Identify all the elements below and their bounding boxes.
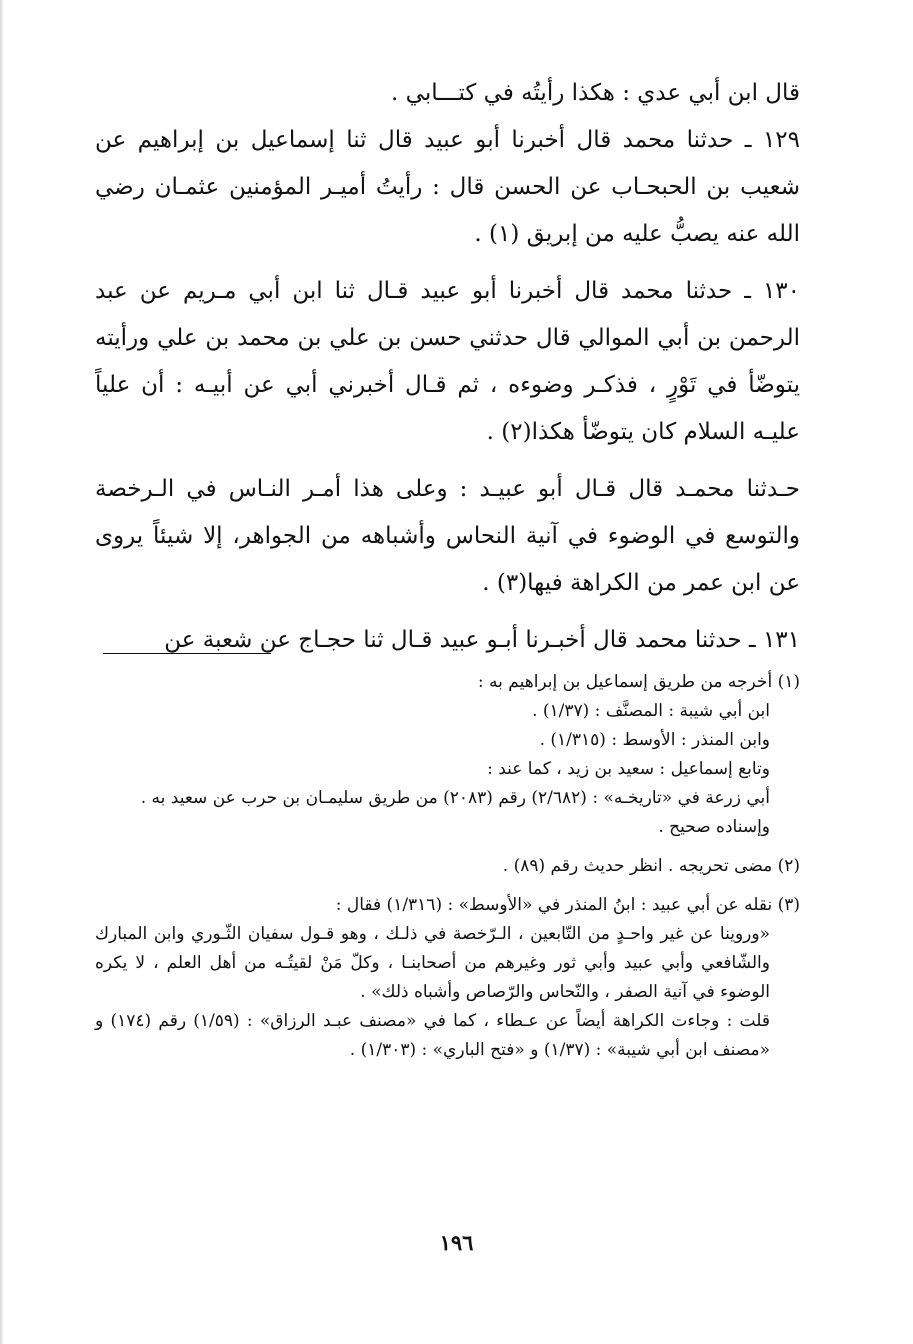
footnote-1-line: وابن المنذر : الأوسط : (١/٣١٥) . — [539, 730, 770, 750]
footnote-divider — [103, 653, 271, 654]
footnote-1-line: أبي زرعة في «تاريخـه» : (٢/٦٨٢) رقم (٢٠٨٣) من طريق سليمـان بن حرب عن سعيد به . — [140, 788, 770, 808]
scan-edge-shadow — [0, 0, 4, 1344]
hadith-131: ١٣١ ـ حدثنا محمد قال أخبـرنا أبـو عبيد قـال ثنا حجـاج عن شعبة عن — [164, 627, 800, 653]
hadith-130: ١٣٠ ـ حدثنا محمد قال أخبرنا أبو عبيد قـال ثنا ابن أبي مـريم عن عبد الرحمن بن أبي الموالي قال حدثني حسن بن علي بن محمد بن علي ورأيته يتوضّأ في تَوْرٍ ، فذكـر وضوءه ، ثم قـال أخبرني أبي عن أبيـه : أن علياً عليـه السلام كان يتوضّأ هكذا(٢) . — [95, 278, 800, 445]
footnotes-section — [95, 668, 800, 1065]
footnote-3-quote: «وروينا عن غير واحـدٍ من التّابعين ، الـرّخصة في ذلـك ، وهو قـول سفيان الثّـوري وابن المبارك والشّافعي وأبي عبيد وأبي ثور وغيرهم من أصحابنـا ، وكلّ مَنْ لقيتُـه من أهل العلم ، لا يكره الوضوء في آنية الصفر ، والنّحاس والرّصاص وأشباه ذلك» . — [95, 924, 770, 1002]
footnote-3-note: قلت : وجاءت الكراهة أيضاً عن عـطاء ، كما في «مصنف عبـد الرزاق» : (١/٥٩) رقم (١٧٤) و «مصنف ابن أبي شيبة» : (١/٣٧) و «فتح الباري» : (١/٣٠٣) . — [95, 1011, 770, 1060]
footnote-3: (٣) نقله عن أبي عبيد : ابنُ المنذر في «الأوسط» : (١/٣١٦) فقال : — [335, 895, 800, 915]
hadith-129: ١٢٩ ـ حدثنا محمد قال أخبرنا أبو عبيد قال ثنا إسماعيل بن إبراهيم عن شعيب بن الحبحـاب عن الحسن قال : رأيتُ أميـر المؤمنين عثمـان رضي الله عنه يصبُّ عليه من إبريق (١) . — [95, 127, 800, 247]
footnote-2: (٢) مضى تحريجه . انظر حديث رقم (٨٩) . — [502, 856, 800, 876]
main-text-body — [95, 70, 800, 674]
footnote-1-line: وتابع إسماعيل : سعيد بن زيد ، كما عند : — [487, 759, 770, 779]
abu-ubaid-comment: حـدثنا محمـد قال قـال أبو عبيـد : وعلى هذا أمـر النـاس في الـرخصة والتوسع في الوضوء في آنية النحاس وأشباهه من الجواهر، إلا شيئاً يروى عن ابن عمر من الكراهة فيها(٣) . — [95, 476, 801, 596]
footnote-1-line: ابن أبي شيبة : المصنَّف : (١/٣٧) . — [532, 701, 770, 721]
footnote-1-line: وإسناده صحيح . — [658, 817, 770, 837]
footnote-1: (١) أخرجه من طريق إسماعيل بن إبراهيم به : — [477, 672, 800, 692]
paragraph-opening-line: قال ابن أبي عدي : هكذا رأيتُه في كتـــابي . — [391, 80, 800, 106]
page-number: ١٩٦ — [439, 1230, 474, 1255]
